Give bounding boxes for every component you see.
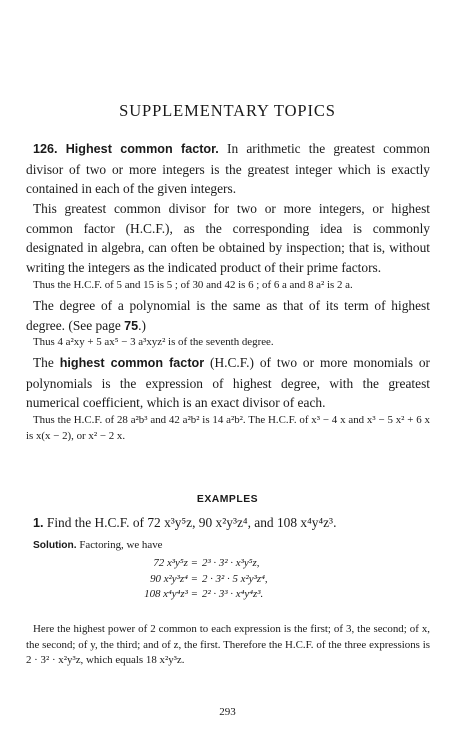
note-1: Thus the H.C.F. of 5 and 15 is 5 ; of 30 and 42 is 6 ; of 6 a and 8 a² is 2 a. bbox=[33, 279, 353, 291]
paragraph-4 bbox=[26, 353, 430, 413]
example-text: Find the H.C.F. of 72 x³y⁵z, 90 x²y³z⁴, and 108 x⁴y⁴z³. bbox=[46, 515, 337, 530]
section-number: 126. bbox=[33, 142, 58, 156]
solution-line bbox=[26, 538, 430, 554]
note-3: Thus the H.C.F. of 28 a²b³ and 42 a²b² is 14 a²b². The H.C.F. of x³ − 4 x and x³ − 5 x² + 6 x is x(x − 2), or x² − 2 x. bbox=[26, 414, 430, 442]
examples-heading: EXAMPLES bbox=[196, 494, 259, 505]
paragraph-2: This greatest common divisor for two or more integers, or highest common factor (H.C.F.), as the corresponding idea is commonly designated in algebra, can often be obtained by inspection; that is, without writing the integers as the indicated product of their prime factors. bbox=[26, 201, 430, 275]
equation-lhs: 108 x⁴y⁴z³ = bbox=[144, 588, 198, 601]
equation-row bbox=[26, 572, 430, 588]
equation-rhs: 2 · 3² · 5 x²y³z⁴, bbox=[202, 572, 268, 585]
solution-label: Solution. bbox=[33, 540, 77, 551]
equation-rhs: 2² · 3³ · x⁴y⁴z³. bbox=[202, 588, 264, 601]
paragraph-3 bbox=[26, 296, 430, 336]
example-1 bbox=[26, 513, 430, 534]
paragraph-4-text-a: The bbox=[33, 355, 60, 370]
solution-text: Factoring, we have bbox=[79, 539, 163, 551]
factorization-equations bbox=[26, 556, 430, 603]
equation-rhs: 2³ · 3² · x³y⁵z, bbox=[202, 557, 260, 569]
paragraph-1-text: In arithmetic the greatest common divisor of two or more integers is the greatest integer which is exactly contained in each of the given integers. bbox=[26, 141, 430, 197]
term-highest-common-factor: highest common factor bbox=[59, 356, 205, 370]
page-reference: 75 bbox=[124, 318, 139, 333]
equation-lhs: 72 x³y⁵z = bbox=[153, 557, 198, 569]
section-paragraph-1 bbox=[26, 139, 430, 199]
page-number: 293 bbox=[219, 706, 236, 718]
equation-row bbox=[26, 556, 430, 572]
paragraph-3-text-a: The degree of a polynomial is the same as that of its term of highest degree. (See page bbox=[26, 298, 430, 333]
equation-row bbox=[26, 587, 430, 603]
equation-lhs: 90 x²y³z⁴ = bbox=[150, 572, 198, 585]
paragraph-3-text-b: .) bbox=[138, 317, 146, 333]
example-number: 1. bbox=[33, 516, 44, 530]
section-title: Highest common factor. bbox=[65, 142, 219, 156]
note-2: Thus 4 a²xy + 5 ax⁵ − 3 a³xyz² is of the seventh degree. bbox=[33, 336, 274, 348]
page-heading: SUPPLEMENTARY TOPICS bbox=[119, 101, 336, 120]
conclusion-paragraph: Here the highest power of 2 common to each expression is the first; of 3, the second; of x, the second; of y, the third; and of z, the first. Therefore the H.C.F. of the three expressions is 2 · 3² · x²y³z, which equals 18 x²y³z. bbox=[26, 623, 430, 667]
paragraph-4-text-b: (H.C.F.) of two or more monomials or polynomials is the expression of highest degree, with the greatest numerical coefficient, which is an exact divisor of each. bbox=[26, 355, 430, 411]
